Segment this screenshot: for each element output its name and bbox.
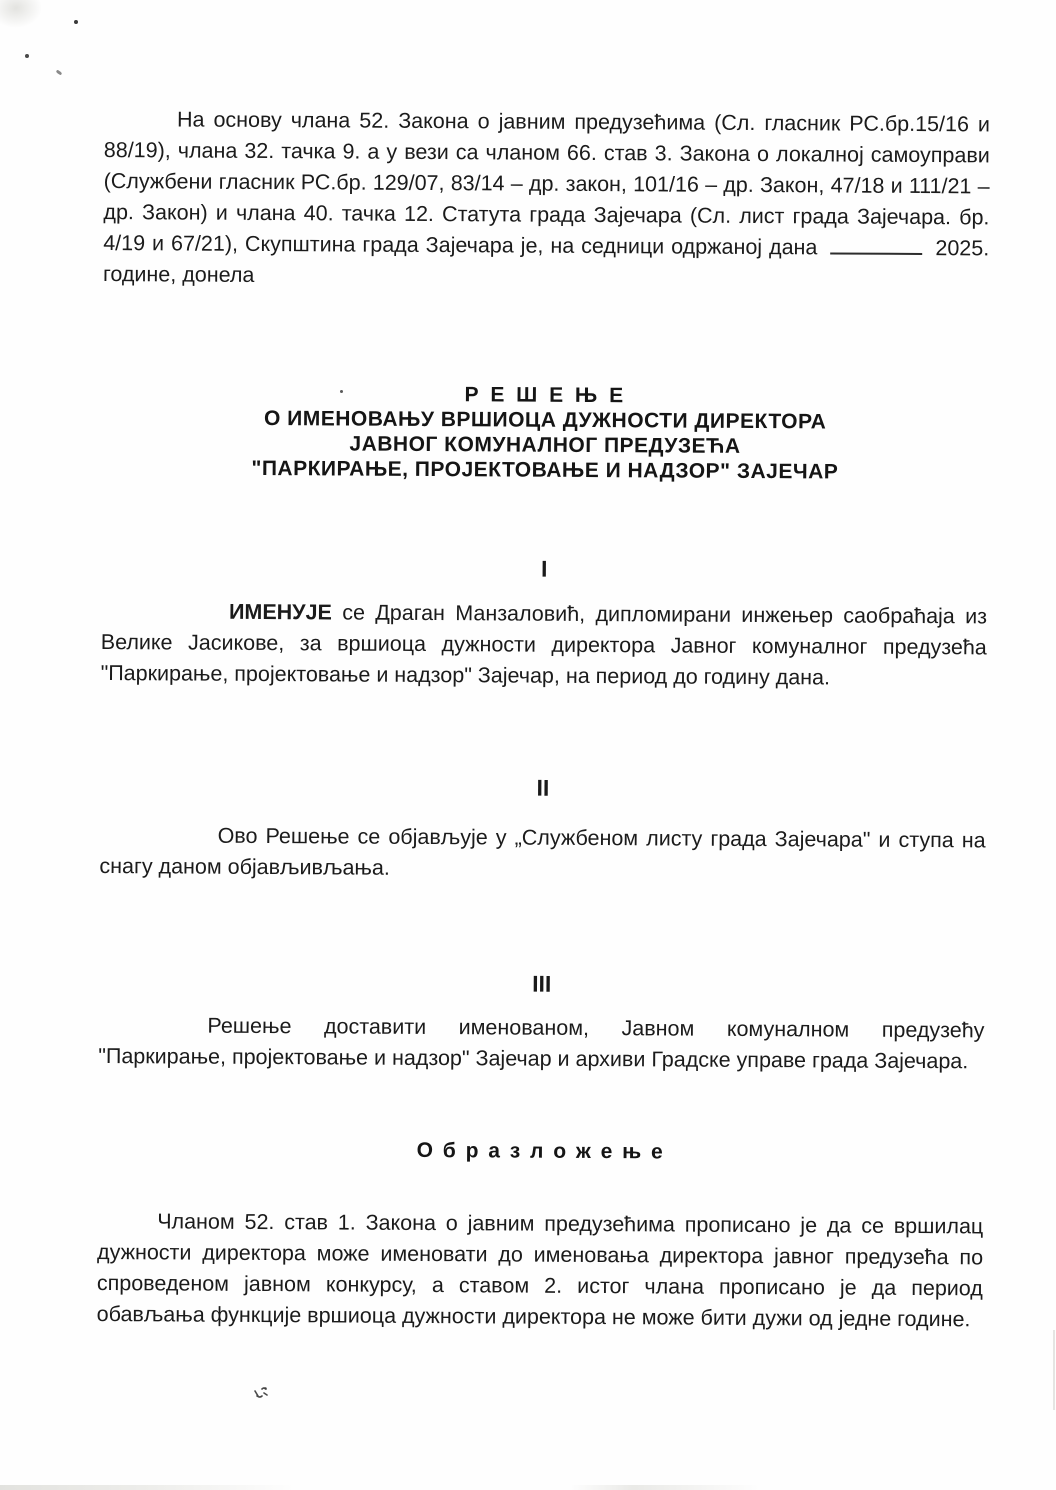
decision-title-block xyxy=(102,380,989,485)
section-1-paragraph xyxy=(101,596,988,694)
scan-right-edge-artifact xyxy=(1053,1330,1055,1410)
title-resenje: Р Е Ш Е Њ Е xyxy=(464,383,627,408)
appointee-name: Драган Манзаловић, xyxy=(375,600,586,626)
title-line-3: ЈАВНОГ КОМУНАЛНОГ ПРЕДУЗЕЋА xyxy=(349,432,741,458)
scan-speck xyxy=(56,69,63,75)
scan-speck xyxy=(74,20,78,24)
date-blank-line xyxy=(830,252,922,255)
section-numeral-2: II xyxy=(536,774,550,801)
title-line-4: "ПАРКИРАЊЕ, ПРОЈЕКТОВАЊЕ И НАДЗОР" ЗАЈЕЧАР xyxy=(251,456,839,484)
squiggle-icon xyxy=(252,1384,272,1404)
section-1-lead-word: ИМЕНУЈЕ xyxy=(228,599,332,625)
section-1-body: дипломирани инжењер саобраћаја из Велике Јасикове, за вршиоца дужности директора Јавног комуналног предузећа "Паркирање, пројектовање и надзор" Зајечар, на период до годину дана. xyxy=(100,602,988,690)
title-line-2: О ИМЕНОВАЊУ ВРШИОЦА ДУЖНОСТИ ДИРЕКТОРА xyxy=(263,406,827,434)
document-content xyxy=(97,0,991,1335)
scan-squiggle-mark xyxy=(252,1384,272,1404)
intro-paragraph xyxy=(103,104,990,295)
section-numeral-1: I xyxy=(540,555,548,582)
section-numeral-3: III xyxy=(532,970,552,997)
scan-corner-smudge xyxy=(0,0,42,28)
rationale-heading: О б р а з л о ж е њ е xyxy=(416,1138,665,1164)
section-2-paragraph: Ово Решење се објављује у „Службеном листу града Зајечара" и ступа на снагу даном објављивљања. xyxy=(99,823,986,880)
scan-speck xyxy=(25,54,29,58)
scan-bottom-edge-artifact xyxy=(0,1485,1056,1490)
rationale-paragraph: Чланом 52. став 1. Закона о јавним предузећима прописано је да се вршилац дужности директора може именовати до именовања директора јавног предузећа по спроведеном јавном конкурсу, а ставом 2. истог члана прописано је да период обављања функције вршиоца дужности директора не може бити дужи од једне године. xyxy=(96,1209,984,1332)
section-1-connector: се xyxy=(342,600,366,625)
section-3-paragraph: Решење доставити именованом, Јавном комуналном предузећу "Паркирање, пројектовање и надзор" Зајечар и архиви Градске управе града Зајечара. xyxy=(98,1013,985,1074)
intro-text-after-blank: 2025. године, донела xyxy=(102,236,990,287)
intro-text-before-blank: На основу члана 52. Закона о јавним предузећима (Сл. гласник РС.бр.15/16 и 88/19), члана 32. тачка 9. а у вези са чланом 66. став 3. Закона о локалној самоуправи (Службени гласник РС.бр. 129/07, 83/14 – др. закон, 101/16 – др. Закон, 47/18 и 111/21 – др. Закон) и члана 40. тачка 12. Статута града Зајечара (Сл. лист града Зајечара. бр. 4/19 и 67/21), Скупштина града Зајечара је, на седници одржаној дана xyxy=(103,107,991,260)
